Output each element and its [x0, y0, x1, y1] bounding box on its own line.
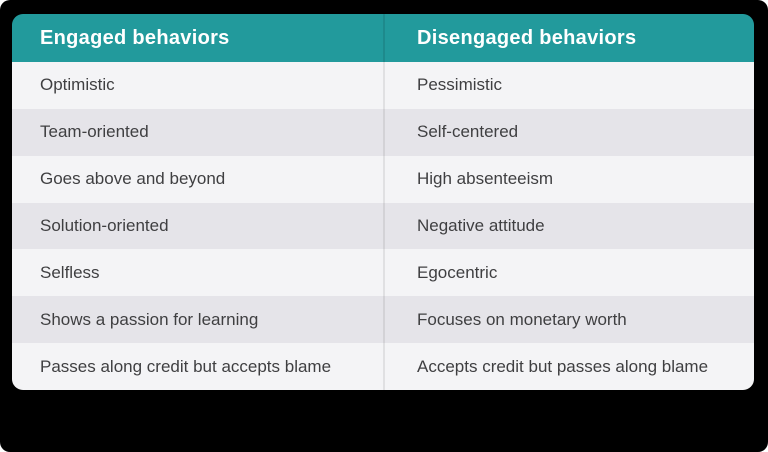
- table-cell: Pessimistic: [383, 62, 754, 109]
- column-header-engaged: Engaged behaviors: [40, 26, 230, 49]
- table-row: [12, 343, 754, 390]
- table-cell: Selfless: [40, 262, 100, 282]
- table-cell: Accepts credit but passes along blame: [383, 343, 754, 390]
- table-row: [12, 156, 754, 203]
- column-header-disengaged: Disengaged behaviors: [383, 14, 754, 62]
- table-cell: Passes along credit but accepts blame: [40, 356, 332, 376]
- table-body: [12, 62, 754, 390]
- table-cell: Goes above and beyond: [40, 169, 226, 189]
- table-header-row: [12, 14, 754, 62]
- table-cell: High absenteeism: [383, 156, 754, 203]
- table-cell: Self-centered: [383, 109, 754, 156]
- table-row: [12, 249, 754, 296]
- table-cell: Solution-oriented: [40, 216, 169, 235]
- table-row: [12, 62, 754, 109]
- table-row: [12, 296, 754, 343]
- table-cell: Negative attitude: [383, 203, 754, 250]
- comparison-table: [12, 14, 754, 390]
- table-cell: Focuses on monetary worth: [383, 296, 754, 343]
- table-row: [12, 203, 754, 250]
- table-row: [12, 109, 754, 156]
- table-cell: Egocentric: [383, 249, 754, 296]
- table-cell: Shows a passion for learning: [40, 309, 259, 329]
- table-cell: Optimistic: [40, 75, 115, 95]
- table-cell: Team-oriented: [40, 122, 149, 142]
